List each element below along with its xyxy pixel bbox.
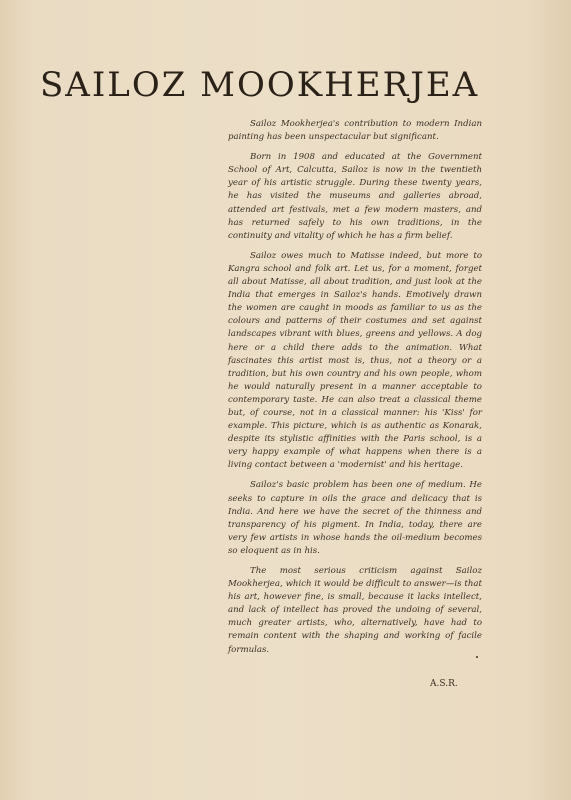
article-body: [228, 118, 482, 664]
paragraph: Sailoz owes much to Matisse indeed, but more to Kangra school and folk art. Let us, for a moment, forget all about Matisse, all about tradition, and just look at the India that emerges in Sailoz's hands. Emotively drawn the women are caught in moods as familiar to us as the colours and patterns of their costumes and set against landscapes vibrant with blues, greens and yellows. A dog here or a child there adds to the animation. What fascinates this artist most is, thus, not a theory or a tradition, but his own country and his own people, whom he would naturally present in a manner acceptable to contemporary taste. He can also treat a classical theme but, of course, not in a classical manner: his 'Kiss' for example. This picture, which is as authentic as Konarak, despite its stylistic affinities with the Paris school, is a very happy example of what happens when there is a living contact between a 'modernist' and his heritage.: [228, 250, 482, 471]
paragraph: Sailoz's basic problem has been one of medium. He seeks to capture in oils the grace and delicacy that is India. And here we have the secret of the thinness and transparency of his pigment. In India, today, there are very few artists in whose hands the oil-medium becomes so eloquent as in his.: [228, 480, 482, 556]
paragraph: Sailoz Mookherjea's contribution to modern Indian painting has been unspectacular but significant.: [228, 119, 482, 143]
paragraph: Born in 1908 and educated at the Government School of Art, Calcutta, Sailoz is now in the twentieth year of his artistic struggle. During these twenty years, he has visited the museums and galleries abroad, attended art festivals, met a few modern masters, and has returned safely to his own traditions, in the continuity and vitality of which he has a firm belief.: [228, 152, 482, 241]
ink-dot: [476, 656, 478, 658]
paragraph: The most serious criticism against Sailoz Mookherjea, which it would be difficult to answer—is that his art, however fine, is small, because it lacks intellect, and lack of intellect has proved the undoing of several, much greater artists, who, alternatively, have had to remain content with the shaping and working of facile formulas.: [228, 566, 482, 655]
author-signature: A.S.R.: [430, 679, 458, 689]
page-title: SAILOZ MOOKHERJEA: [40, 64, 480, 105]
